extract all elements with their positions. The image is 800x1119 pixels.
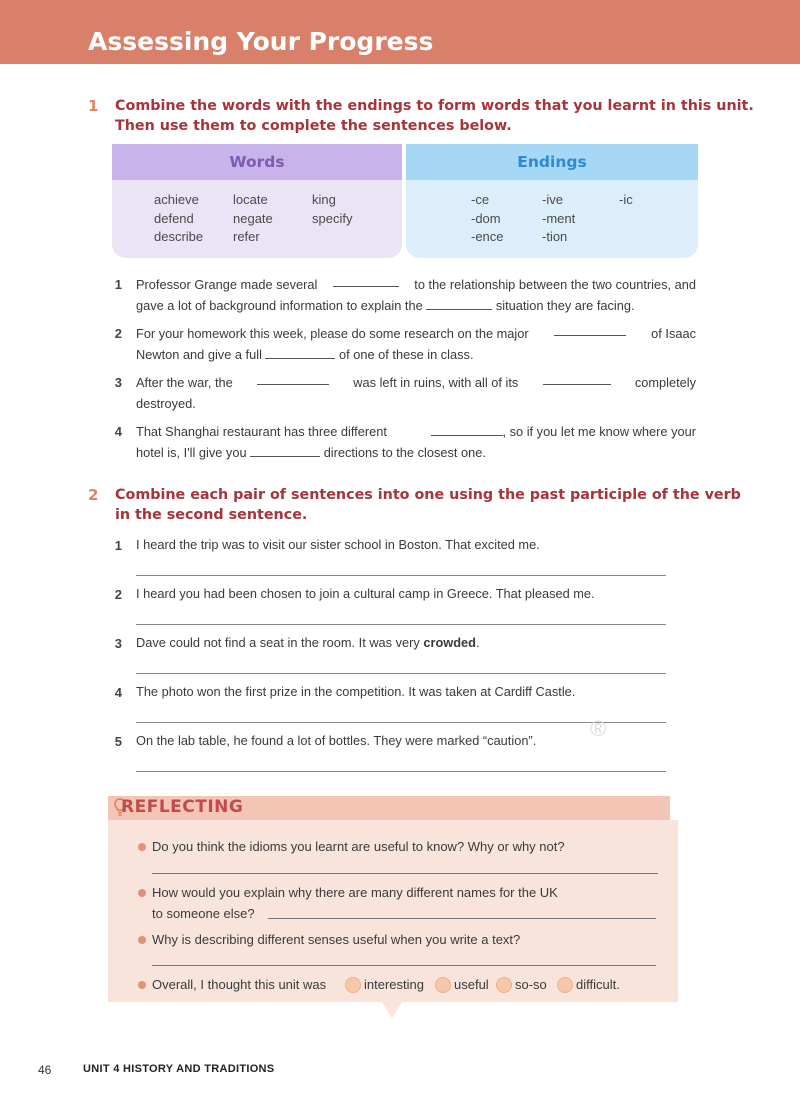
word-item: negate [233,210,273,226]
item-text: Dave could not find a seat in the room. It was very [136,635,424,650]
question-text: For your homework this week, please do some research on the major [136,326,529,341]
reflect-question-2-line-1: How would you explain why there are many different names for the UK [152,885,558,900]
exercise-1-question-2 [136,323,696,365]
option-circle-difficult[interactable] [557,977,573,993]
question-text: gave a lot of background information to explain the [136,298,423,313]
answer-line[interactable] [136,722,666,723]
answer-blank[interactable] [431,423,503,436]
ending-item: -ence [471,229,504,244]
unit-label: UNIT 4 HISTORY AND TRADITIONS [83,1063,275,1075]
exercise-2-item-4: The photo won the first prize in the competition. It was taken at Cardiff Castle. [136,684,576,699]
item-bold-word: crowded [423,635,476,650]
question-text: Newton and give a full [136,347,262,362]
answer-line[interactable] [136,624,666,625]
ending-item: -ive [542,192,563,207]
bullet-icon [138,889,146,897]
exercise-1-question-3 [136,372,696,414]
question-number: 5 [114,734,122,749]
question-text: of one of these in class. [339,347,474,362]
ending-item: -ic [619,192,633,207]
words-box [112,144,402,258]
words-box-title: Words [112,144,402,180]
ending-item: -ce [471,192,490,207]
option-circle-interesting[interactable] [345,977,361,993]
exercise-1-question-1 [136,274,696,316]
question-text: completely [634,375,696,390]
question-text: hotel is, I'll give you [136,445,247,460]
words-column-2 [233,191,273,247]
reflect-question-4-prefix: Overall, I thought this unit was [152,977,327,992]
endings-column-3 [619,191,633,210]
question-number: 3 [114,636,122,651]
exercise-1-number: 1 [88,97,99,115]
answer-blank[interactable] [426,297,492,310]
exercise-2-item-1: I heard the trip was to visit our sister school in Boston. That excited me. [136,537,540,552]
exercise-1-instruction-line-2: Then use them to complete the sentences below. [115,118,512,134]
exercise-2-instruction-line-1: Combine each pair of sentences into one using the past participle of the verb [115,487,741,503]
endings-column-1 [471,191,504,247]
option-label-so-so: so-so [515,977,547,992]
answer-blank[interactable] [554,323,626,336]
exercise-2-item-5: On the lab table, he found a lot of bottles. They were marked “caution”. [136,733,537,748]
question-text: was left in ruins, with all of its [353,375,519,390]
option-label-useful: useful [454,977,489,992]
exercise-1-instruction-line-1: Combine the words with the endings to form words that you learnt in this unit. [115,98,754,114]
question-text: destroyed. [136,396,196,411]
exercise-1-instruction [115,96,754,136]
reflect-question-1: Do you think the idioms you learnt are useful to know? Why or why not? [152,839,565,854]
question-text: After the war, the [136,375,233,390]
bullet-icon [138,936,146,944]
item-text: . [476,635,480,650]
page-number: 46 [38,1063,52,1077]
exercise-2-item-3 [136,635,480,650]
ending-item: -tion [542,229,568,244]
answer-blank[interactable] [250,444,320,457]
exercise-2-instruction [115,485,741,525]
question-text: That Shanghai restaurant has three different [136,424,387,439]
answer-line[interactable] [136,575,666,576]
answer-line[interactable] [136,771,666,772]
answer-line[interactable] [152,873,658,874]
reflecting-title: REFLECTING [121,797,244,817]
word-item: achieve [154,192,199,207]
reflect-question-3: Why is describing different senses useful when you write a text? [152,932,521,947]
ending-item: -ment [542,210,576,226]
question-text: , so if you let me know where your [502,424,696,439]
option-circle-useful[interactable] [435,977,451,993]
endings-box-title: Endings [406,144,698,180]
words-column-1 [154,191,203,247]
answer-blank[interactable] [257,372,329,385]
ending-item: -dom [471,210,501,226]
question-text: of Isaac [651,326,696,341]
bullet-icon [138,981,146,989]
exercise-2-instruction-line-2: in the second sentence. [115,507,308,523]
question-number: 1 [114,538,122,553]
reflect-question-2-line-2: to someone else? [152,906,255,921]
box-pointer-icon [382,1002,402,1020]
question-text: Professor Grange made several [136,277,318,292]
word-item: defend [154,210,194,226]
question-number: 4 [114,685,122,700]
question-text: to the relationship between the two countries, and [414,277,696,292]
endings-box [406,144,698,258]
tab-notch-icon [376,816,410,830]
word-item: refer [233,229,260,244]
option-circle-so-so[interactable] [496,977,512,993]
question-number: 1 [114,277,122,292]
answer-line[interactable] [268,918,656,919]
answer-blank[interactable] [333,274,399,287]
question-text: situation they are facing. [495,298,635,313]
answer-line[interactable] [136,673,666,674]
page-title: Assessing Your Progress [88,27,434,56]
option-label-difficult: difficult. [576,977,620,992]
word-item: king [312,192,336,207]
exercise-2-number: 2 [88,486,99,504]
question-number: 3 [114,375,122,390]
question-number: 2 [114,326,122,341]
word-item: locate [233,192,268,207]
question-text: directions to the closest one. [323,445,486,460]
answer-blank[interactable] [543,372,611,385]
words-column-3 [312,191,352,228]
word-item: describe [154,229,204,244]
registered-mark: ® [590,716,607,741]
exercise-2-item-2: I heard you had been chosen to join a cultural camp in Greece. That pleased me. [136,586,595,601]
word-item: specify [312,210,353,226]
answer-blank[interactable] [265,346,335,359]
option-label-interesting: interesting [364,977,424,992]
question-number: 4 [114,424,122,439]
endings-column-2 [542,191,575,247]
question-number: 2 [114,587,122,602]
exercise-1-question-4 [136,421,696,463]
answer-line[interactable] [152,965,656,966]
bullet-icon [138,843,146,851]
